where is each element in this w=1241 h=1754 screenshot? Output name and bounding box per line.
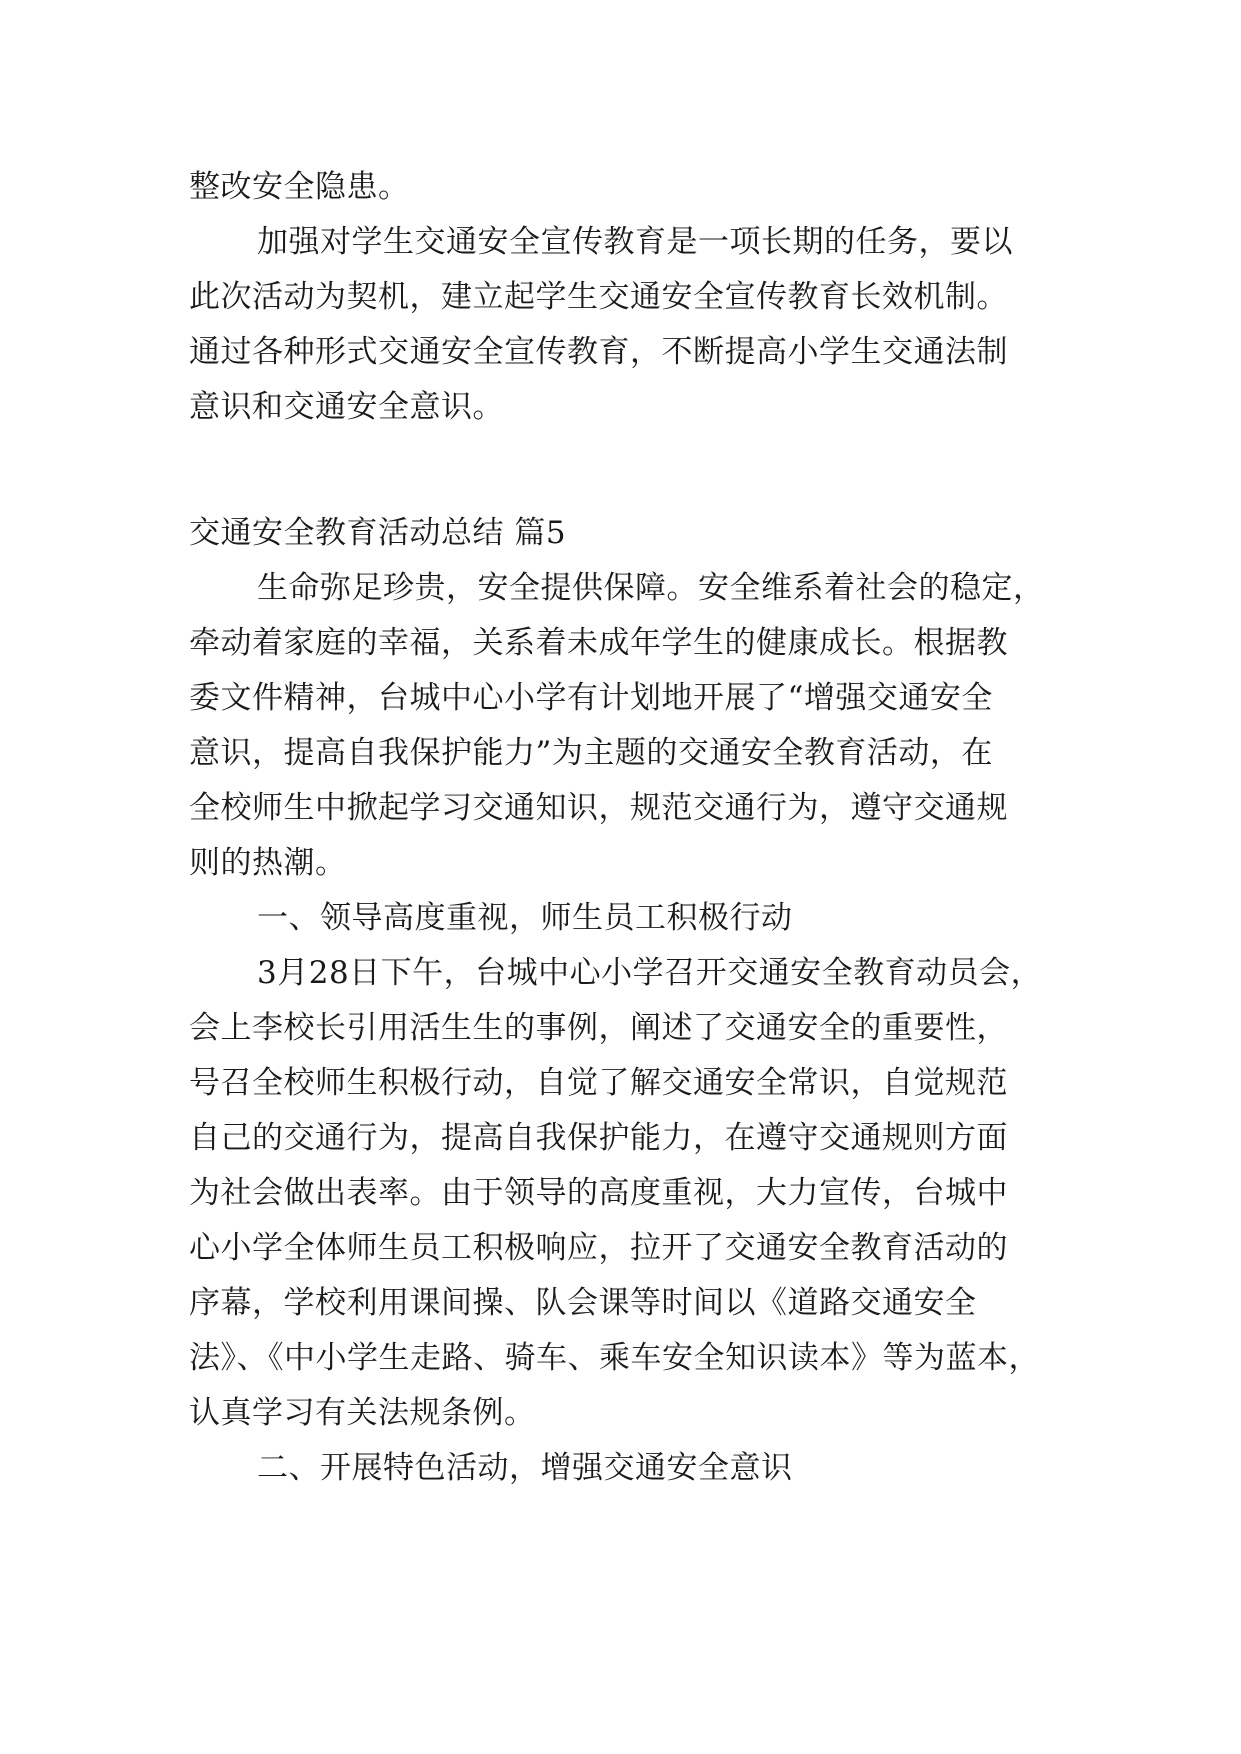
text-line: 则的热潮。 [189,845,347,881]
text-line: 整改安全隐患。 [189,169,410,205]
text-line: 认真学习有关法规条例。 [189,1395,536,1431]
text-line: 全校师生中掀起学习交通知识，规范交通行为，遵守交通规 [189,790,1008,826]
text-line: 此次活动为契机，建立起学生交通安全宣传教育长效机制。 [189,279,1008,315]
text-line: 自己的交通行为，提高自我保护能力，在遵守交通规则方面 [189,1120,1008,1156]
subheading: 二、开展特色活动，增强交通安全意识 [257,1450,793,1486]
text-line: 心小学全体师生员工积极响应，拉开了交通安全教育活动的 [189,1230,1008,1266]
text-line: 牵动着家庭的幸福，关系着未成年学生的健康成长。根据教 [189,625,1008,661]
text-line: 意识和交通安全意识。 [189,389,504,425]
text-line: 通过各种形式交通安全宣传教育，不断提高小学生交通法制 [189,334,1008,370]
text-line: 序幕，学校利用课间操、队会课等时间以《道路交通安全 [189,1285,977,1321]
text-line: 加强对学生交通安全宣传教育是一项长期的任务，要以 [257,224,1013,260]
text-line: 委文件精神，台城中心小学有计划地开展了“增强交通安全 [189,680,993,716]
text-line: 号召全校师生积极行动，自觉了解交通安全常识，自觉规范 [189,1065,1008,1101]
text-line: 为社会做出表率。由于领导的高度重视，大力宣传，台城中 [189,1175,1008,1211]
text-line: 会上李校长引用活生生的事例，阐述了交通安全的重要性， [189,1010,1008,1046]
text-line: 3月28日下午，台城中心小学召开交通安全教育动员会， [257,955,1043,991]
text-line: 意识，提高自我保护能力”为主题的交通安全教育活动，在 [189,735,993,771]
text-line: 法》、《中小学生走路、骑车、乘车安全知识读本》等为蓝本， [189,1340,1040,1376]
text-line: 生命弥足珍贵，安全提供保障。安全维系着社会的稳定， [257,570,1045,606]
subheading: 一、领导高度重视，师生员工积极行动 [257,900,793,936]
section-heading: 交通安全教育活动总结 篇5 [189,515,567,551]
